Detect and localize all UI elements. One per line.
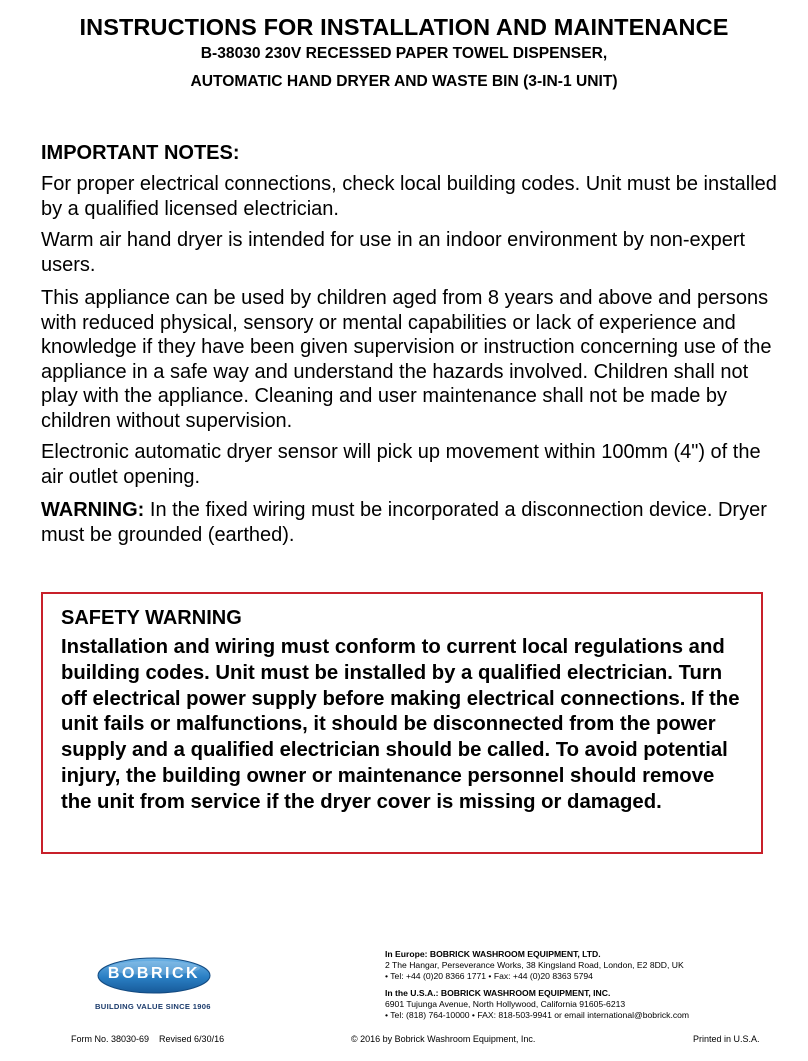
logo-tagline: BUILDING VALUE SINCE 1906 <box>95 1002 211 1011</box>
contact-usa-phone: • Tel: (818) 764-10000 • FAX: 818-503-9941 or email international@bobrick.com <box>385 1010 690 1021</box>
warning-text: In the fixed wiring must be incorporated a disconnection device. Dryer must be grounded (earthed). <box>41 499 767 546</box>
safety-warning-body: Installation and wiring must conform to current local regulations and building codes. Unit must be installed by a qualified electrician. Turn off electrical power supply before making electrical connections. If the unit fails or malfunctions, it should be disconnected from the power supply and a qualified electrician should be called. To avoid potential injury, the building owner or maintenance personnel should remove the unit from service if the dryer cover is missing or damaged. <box>61 636 740 813</box>
contact-europe-heading: In Europe: BOBRICK WASHROOM EQUIPMENT, LTD. <box>385 949 601 959</box>
safety-warning-heading: SAFETY WARNING <box>61 607 242 629</box>
document-subtitle-line-1: B-38030 230V RECESSED PAPER TOWEL DISPENSER, <box>200 45 608 62</box>
contact-europe-phone: • Tel: +44 (0)20 8366 1771 • Fax: +44 (0)20 8363 5794 <box>385 971 593 982</box>
warning-label: WARNING: <box>41 499 145 521</box>
contact-info <box>385 949 785 1021</box>
logo-name: BOBRICK <box>107 965 201 982</box>
bobrick-logo <box>95 955 230 1015</box>
footer-form-number: Form No. 38030-69 Revised 6/30/16 <box>71 1034 225 1044</box>
contact-usa <box>385 988 785 1022</box>
contact-usa-heading: In the U.S.A.: BOBRICK WASHROOM EQUIPMENT, INC. <box>385 987 611 998</box>
note-paragraph-electrical: For proper electrical connections, check local building codes. Unit must be installed by a qualified licensed electrician. <box>41 173 777 220</box>
note-paragraph-sensor: Electronic automatic dryer sensor will pick up movement within 100mm (4") of the air outlet opening. <box>41 441 761 488</box>
footer-copyright: © 2016 by Bobrick Washroom Equipment, Inc. <box>351 1034 536 1044</box>
document-subtitle-line-2: AUTOMATIC HAND DRYER AND WASTE BIN (3-IN-1 UNIT) <box>190 73 618 90</box>
important-notes-heading: IMPORTANT NOTES: <box>41 142 240 164</box>
contact-europe <box>385 949 785 983</box>
contact-europe-address: 2 The Hangar, Perseverance Works, 38 Kingsland Road, London, E2 8DD, UK <box>385 960 684 971</box>
document-title: INSTRUCTIONS FOR INSTALLATION AND MAINTENANCE <box>79 14 729 40</box>
important-notes-section <box>41 140 781 554</box>
note-paragraph-indoor-use: Warm air hand dryer is intended for use in an indoor environment by non-expert users. <box>41 229 746 276</box>
note-paragraph-warning <box>41 498 781 547</box>
safety-warning-box <box>41 592 763 854</box>
note-paragraph-children: This appliance can be used by children aged from 8 years and above and persons with reduced physical, sensory or mental capabilities or lack of experience and knowledge if they have been given supervision or instruction concerning use of the appliance in a safe way and understand the hazards involved. Children shall not play with the appliance. Cleaning and user maintenance shall not be made by children without supervision. <box>41 287 772 432</box>
footer-printed-in: Printed in U.S.A. <box>693 1034 760 1044</box>
contact-usa-address: 6901 Tujunga Avenue, North Hollywood, California 91605-6213 <box>385 998 626 1009</box>
